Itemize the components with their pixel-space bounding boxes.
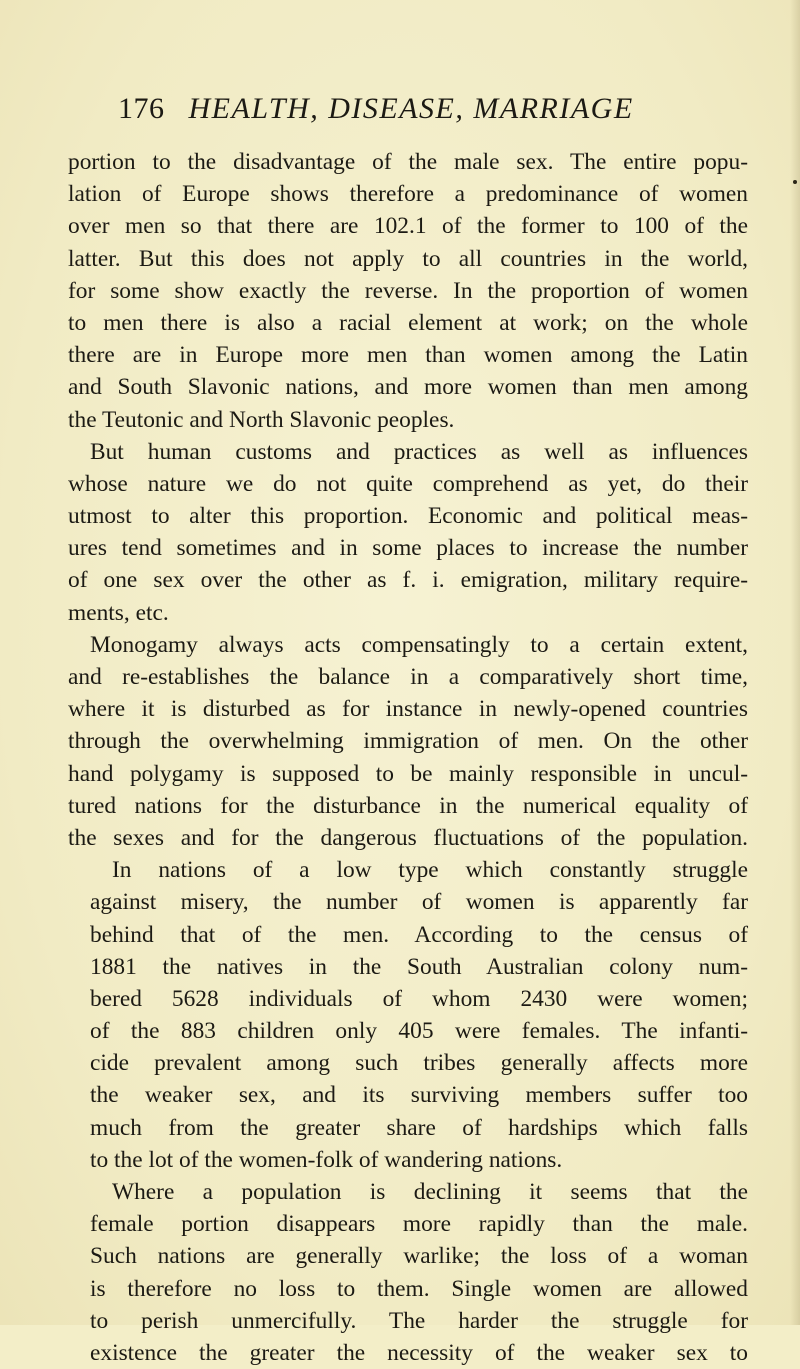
extract-line: much from the greater share of hardships which falls bbox=[90, 1114, 748, 1141]
extract-line: bered 5628 individuals of whom 2430 were women; bbox=[90, 985, 748, 1012]
running-header bbox=[118, 92, 718, 136]
text-line: utmost to alter this proportion. Economic and political meas- bbox=[68, 503, 748, 530]
extract-line: behind that of the men. According to the census of bbox=[90, 921, 748, 948]
extract-line: female portion disappears more rapidly than the male. bbox=[90, 1211, 748, 1238]
extract-line: is therefore no loss to them. Single women are allowed bbox=[90, 1275, 748, 1302]
text-line: Monogamy always acts compensatingly to a certain extent, bbox=[90, 631, 748, 658]
extract-line: Where a population is declining it seems that the bbox=[112, 1179, 748, 1205]
text-line: lation of Europe shows therefore a predominance of women bbox=[68, 181, 748, 208]
text-line: portion to the disadvantage of the male sex. The entire popu- bbox=[68, 149, 748, 175]
text-line: where it is disturbed as for instance in newly-opened countries bbox=[68, 696, 748, 723]
extract-line: existence the greater the necessity of the weaker sex to bbox=[90, 1339, 748, 1366]
text-line: through the overwhelming immigration of men. On the other bbox=[68, 728, 748, 755]
extract-line: the weaker sex, and its surviving members suffer too bbox=[90, 1082, 748, 1109]
text-line: hand polygamy is supposed to be mainly responsible in uncul- bbox=[68, 760, 748, 787]
extract-line: In nations of a low type which constantly struggle bbox=[112, 857, 748, 884]
extract-line: against misery, the number of women is apparently far bbox=[90, 889, 748, 916]
text-line: for some show exactly the reverse. In the proportion of women bbox=[68, 277, 748, 304]
text-line: to men there is also a racial element at work; on the whole bbox=[68, 309, 748, 336]
text-line: ures tend sometimes and in some places to increase the number bbox=[68, 535, 748, 562]
margin-speck bbox=[793, 180, 797, 184]
text-line: But human customs and practices as well as influences bbox=[90, 438, 748, 465]
page-number: 176 bbox=[118, 92, 165, 125]
text-line: tured nations for the disturbance in the numerical equality of bbox=[68, 792, 748, 819]
extract-line: of the 883 children only 405 were females. The infanti- bbox=[90, 1018, 748, 1045]
text-line: and South Slavonic nations, and more women than men among bbox=[68, 374, 748, 401]
text-line: whose nature we do not quite comprehend as yet, do their bbox=[68, 470, 748, 497]
running-title: HEALTH, DISEASE, MARRIAGE bbox=[188, 92, 634, 125]
text-line: latter. But this does not apply to all countries in the world, bbox=[68, 245, 748, 272]
extract-line: to perish unmercifully. The harder the struggle for bbox=[90, 1307, 748, 1334]
body-text bbox=[68, 146, 748, 1369]
extract-line: 1881 the natives in the South Australian colony num- bbox=[90, 953, 748, 980]
text-line: there are in Europe more men than women among the Latin bbox=[68, 342, 748, 369]
text-line: and re-establishes the balance in a comparatively short time, bbox=[68, 664, 748, 690]
text-line: the sexes and for the dangerous fluctuations of the population. bbox=[68, 824, 748, 851]
page-edge-shadow bbox=[790, 0, 800, 1325]
text-line: of one sex over the other as f. i. emigration, military require- bbox=[68, 567, 748, 594]
extract-line: Such nations are generally warlike; the loss of a woman bbox=[90, 1243, 748, 1270]
text-line: over men so that there are 102.1 of the former to 100 of the bbox=[68, 213, 748, 240]
extract-line: to the lot of the women-folk of wandering nations. bbox=[90, 1146, 563, 1173]
extract-line: cide prevalent among such tribes generally affects more bbox=[90, 1050, 748, 1077]
text-line: the Teutonic and North Slavonic peoples. bbox=[68, 406, 455, 433]
text-line: ments, etc. bbox=[68, 599, 169, 626]
